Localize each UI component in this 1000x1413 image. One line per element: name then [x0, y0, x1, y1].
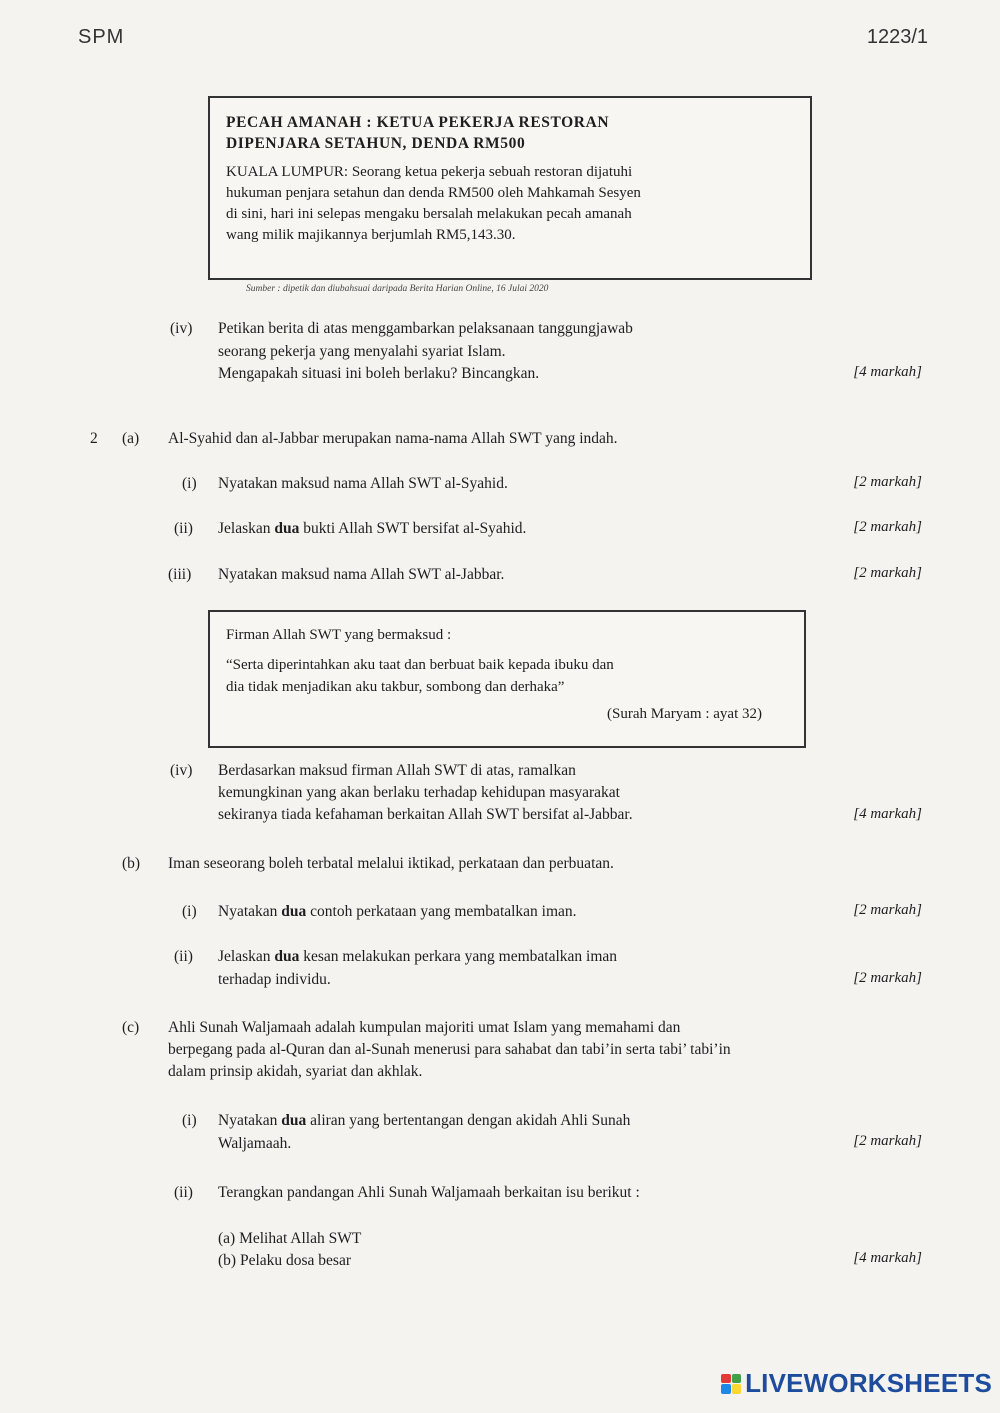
news-excerpt-box — [208, 96, 812, 280]
paragraph-line: dalam prinsip akidah, syariat dan akhlak. — [168, 1063, 423, 1080]
emphasis: dua — [274, 520, 300, 537]
news-headline-line: DIPENJARA SETAHUN, DENDA RM500 — [226, 135, 526, 152]
emphasis: dua — [274, 948, 300, 965]
liveworksheets-watermark — [721, 1368, 992, 1399]
subpart-number: (ii) — [174, 520, 193, 537]
text-run: contoh perkataan yang membatalkan iman. — [306, 903, 577, 920]
question-text: Waljamaah. — [218, 1135, 292, 1152]
question-text: Nyatakan maksud nama Allah SWT al-Jabbar. — [218, 566, 505, 583]
question-text: terhadap individu. — [218, 971, 331, 988]
marks-label: [2 markah] — [853, 565, 922, 581]
subpart-number: (iv) — [170, 762, 193, 779]
question-number: 2 — [90, 430, 98, 447]
marks-label: [2 markah] — [853, 970, 922, 986]
list-item: (a) Melihat Allah SWT — [218, 1230, 362, 1247]
news-body-line: wang milik majikannya berjumlah RM5,143.30. — [226, 227, 516, 243]
question-text — [218, 946, 617, 968]
part-label: (c) — [122, 1019, 140, 1036]
emphasis: dua — [281, 1112, 307, 1129]
question-text: Iman seseorang boleh terbatal melalui iktikad, perkataan dan perbuatan. — [168, 855, 614, 872]
marks-label: [2 markah] — [853, 902, 922, 918]
question-text: Berdasarkan maksud firman Allah SWT di atas, ramalkan — [218, 762, 576, 779]
marks-label: [4 markah] — [853, 364, 922, 380]
subpart-number: (ii) — [174, 948, 193, 965]
quran-quote-box — [208, 610, 806, 748]
text-run: Nyatakan — [218, 1112, 282, 1129]
paragraph-line: Ahli Sunah Waljamaah adalah kumpulan majoriti umat Islam yang memahami dan — [168, 1019, 681, 1036]
question-text: Al-Syahid dan al-Jabbar merupakan nama-nama Allah SWT yang indah. — [168, 430, 618, 447]
marks-label: [2 markah] — [853, 1133, 922, 1149]
text-run: bukti Allah SWT bersifat al-Syahid. — [299, 520, 527, 537]
question-text: seorang pekerja yang menyalahi syariat Islam. — [218, 343, 506, 360]
part-label: (b) — [122, 855, 141, 872]
marks-label: [4 markah] — [853, 806, 922, 822]
text-run: Jelaskan — [218, 520, 275, 537]
watermark-text: LIVEWORKSHEETS — [745, 1368, 992, 1398]
quote-text — [226, 654, 788, 698]
news-body — [226, 162, 794, 246]
question-text: Petikan berita di atas menggambarkan pelaksanaan tanggungjawab — [218, 320, 633, 337]
header-subject-code: 1223/1 — [866, 26, 928, 48]
text-run: aliran yang bertentangan dengan akidah Ahli Sunah — [306, 1112, 631, 1129]
subpart-number: (iii) — [168, 566, 192, 583]
quote-intro: Firman Allah SWT yang bermaksud : — [226, 627, 452, 643]
list-item: (b) Pelaku dosa besar — [218, 1252, 351, 1269]
text-run: Nyatakan — [218, 903, 282, 920]
marks-label: [2 markah] — [853, 519, 922, 535]
news-body-line: di sini, hari ini selepas mengaku bersalah melakukan pecah amanah — [226, 206, 632, 222]
news-body-line: KUALA LUMPUR: Seorang ketua pekerja sebuah restoran dijatuhi — [226, 164, 633, 180]
quote-reference: (Surah Maryam : ayat 32) — [607, 706, 762, 722]
question-text: Mengapakah situasi ini boleh berlaku? Bincangkan. — [218, 365, 540, 382]
subpart-number: (i) — [182, 903, 197, 920]
subpart-number: (i) — [182, 475, 197, 492]
header-paper-code: SPM — [78, 26, 125, 48]
marks-label: [2 markah] — [853, 474, 922, 490]
question-text — [218, 518, 526, 540]
emphasis: dua — [281, 903, 307, 920]
part-label: (a) — [122, 430, 140, 447]
quote-line: “Serta diperintahkan aku taat dan berbuat baik kepada ibuku dan — [226, 657, 614, 673]
text-run: kesan melakukan perkara yang membatalkan iman — [299, 948, 618, 965]
question-text: sekiranya tiada kefahaman berkaitan Allah SWT bersifat al-Jabbar. — [218, 806, 633, 823]
question-number: (iv) — [170, 320, 193, 337]
text-run: Jelaskan — [218, 948, 275, 965]
subpart-number: (i) — [182, 1112, 197, 1129]
question-text: kemungkinan yang akan berlaku terhadap kehidupan masyarakat — [218, 784, 620, 801]
liveworksheets-logo-icon — [721, 1374, 741, 1394]
question-text: Terangkan pandangan Ahli Sunah Waljamaah berkaitan isu berikut : — [218, 1184, 640, 1201]
marks-label: [4 markah] — [853, 1250, 922, 1266]
news-headline — [226, 112, 794, 154]
news-source: Sumber : dipetik dan diubahsuai daripada Berita Harian Online, 16 Julai 2020 — [246, 284, 549, 294]
question-text — [218, 901, 577, 923]
question-text: Nyatakan maksud nama Allah SWT al-Syahid. — [218, 475, 508, 492]
question-paragraph — [168, 1017, 924, 1083]
news-body-line: hukuman penjara setahun dan denda RM500 oleh Mahkamah Sesyen — [226, 185, 641, 201]
question-text — [218, 1110, 630, 1132]
subpart-number: (ii) — [174, 1184, 193, 1201]
quote-line: dia tidak menjadikan aku takbur, sombong dan derhaka” — [226, 679, 565, 695]
paragraph-line: berpegang pada al-Quran dan al-Sunah menerusi para sahabat dan tabi’in serta tabi’ tabi’in — [168, 1041, 731, 1058]
news-headline-line: PECAH AMANAH : KETUA PEKERJA RESTORAN — [226, 114, 610, 131]
